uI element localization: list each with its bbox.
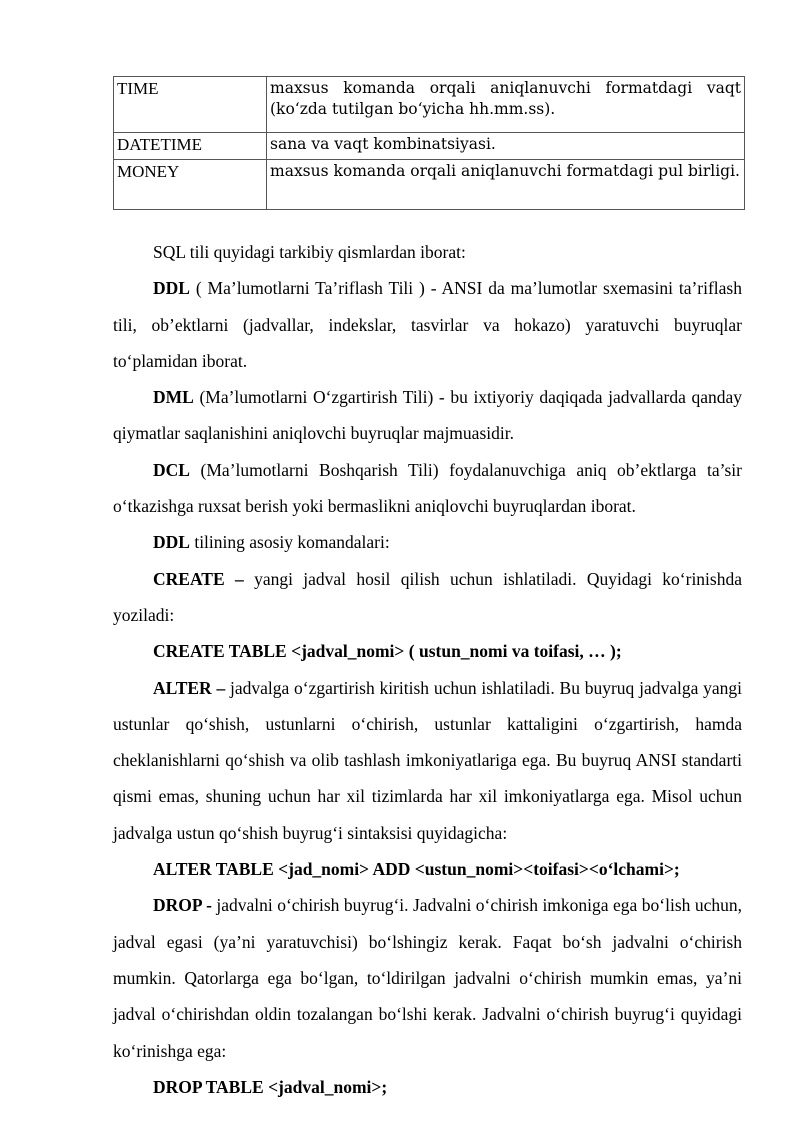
type-cell: TIME [114, 77, 267, 133]
code-alter-table: ALTER TABLE <jad_nomi> ADD <ustun_nomi><toifasi><o‘lchami>; [153, 859, 680, 880]
description-cell: sana va vaqt kombinatsiyasi. [267, 133, 745, 160]
paragraph-text: jadvalni o‘chirish buyrug‘i. Jadvalni o‘chirish imkoniga ega bo‘lish uchun, jadval egasi (ya’ni yaratuvchisi) bo‘lshingiz kerak. Faqat bo‘sh jadvalni o‘chirish mumkin. Qatorlarga ega bo‘lgan, to‘ldirilgan jadvalni o‘chirish mumkin emas, ya’ni jadval o‘chirishdan oldin tozalangan bo‘lshi kerak. Jadvalni o‘chirish buyrug‘i quyidagi ko‘rinishga ega: [113, 895, 742, 1061]
paragraph-text: (Ma’lumotlarni O‘zgartirish Tili) - bu ixtiyoriy daqiqada jadvallarda qanday qiymatlar saqlanishini aniqlovchi buyruqlar majmuasidir. [113, 387, 742, 444]
paragraph-text: tilining asosiy komandalari: [189, 532, 390, 553]
paragraph-text: jadvalga o‘zgartirish kiritish uchun ishlatiladi. Bu buyruq jadvalga yangi ustunlar qo‘shish, ustunlarni o‘chirish, ustunlar kattaligini o‘zgartirish, hamda cheklanishlarni qo‘shish va olib tashlash imkoniyatlariga ega. Bu buyruq ANSI standarti qismi emas, shuning uchun har xil tizimlarda har xil imkoniyatlarga ega. Misol uchun jadvalga ustun qo‘shish buyrug‘i sintaksisi quyidagicha: [113, 677, 743, 843]
term-drop: DROP - [153, 895, 212, 916]
description-cell: maxsus komanda orqali aniqlanuvchi formatdagi pul birligi. [267, 160, 745, 210]
paragraph-drop [113, 887, 742, 1068]
paragraph-ddl-commands [113, 524, 742, 560]
table-row [114, 77, 745, 133]
table-row [114, 133, 745, 160]
table-row [114, 160, 745, 210]
paragraph-ddl [113, 270, 742, 379]
term-dcl: DCL [153, 459, 190, 480]
paragraph-text: yangi jadval hosil qilish uchun ishlatiladi. Quyidagi ko‘rinishda yoziladi: [113, 568, 742, 625]
type-cell: MONEY [114, 160, 267, 210]
code-create-table: CREATE TABLE <jadval_nomi> ( ustun_nomi va toifasi, … ); [153, 641, 622, 662]
paragraph-text: ( Ma’lumotlarni Ta’riflash Tili ) - ANSI da ma’lumotlar sxemasini ta’riflash tili, ob’ektlarni (jadvallar, indekslar, tasvirlar va hokazo) yaratuvchi buyruqlar to‘plamidan iborat. [113, 278, 742, 371]
body-text [113, 234, 742, 1105]
type-cell: DATETIME [114, 133, 267, 160]
term-create: CREATE – [153, 568, 244, 589]
paragraph-intro: SQL tili quyidagi tarkibiy qismlardan iborat: [153, 242, 466, 262]
paragraph-dcl [113, 452, 742, 525]
paragraph-dml [113, 379, 742, 452]
paragraph-text: (Ma’lumotlarni Boshqarish Tili) foydalanuvchiga aniq ob’ektlarga ta’sir o‘tkazishga ruxsat berish yoki bermaslikni aniqlovchi buyruqlardan iborat. [113, 459, 742, 517]
code-drop-table: DROP TABLE <jadval_nomi>; [153, 1076, 388, 1097]
term-ddl: DDL [153, 532, 190, 553]
description-cell: maxsus komanda orqali aniqlanuvchi formatdagi vaqt (ko‘zda tutilgan bo‘yicha hh.mm.ss). [267, 77, 745, 133]
data-types-table [113, 76, 745, 210]
paragraph-create [113, 561, 742, 634]
paragraph-alter [113, 670, 742, 851]
term-alter: ALTER – [153, 677, 226, 698]
term-ddl: DDL [153, 278, 190, 299]
term-dml: DML [153, 387, 194, 408]
